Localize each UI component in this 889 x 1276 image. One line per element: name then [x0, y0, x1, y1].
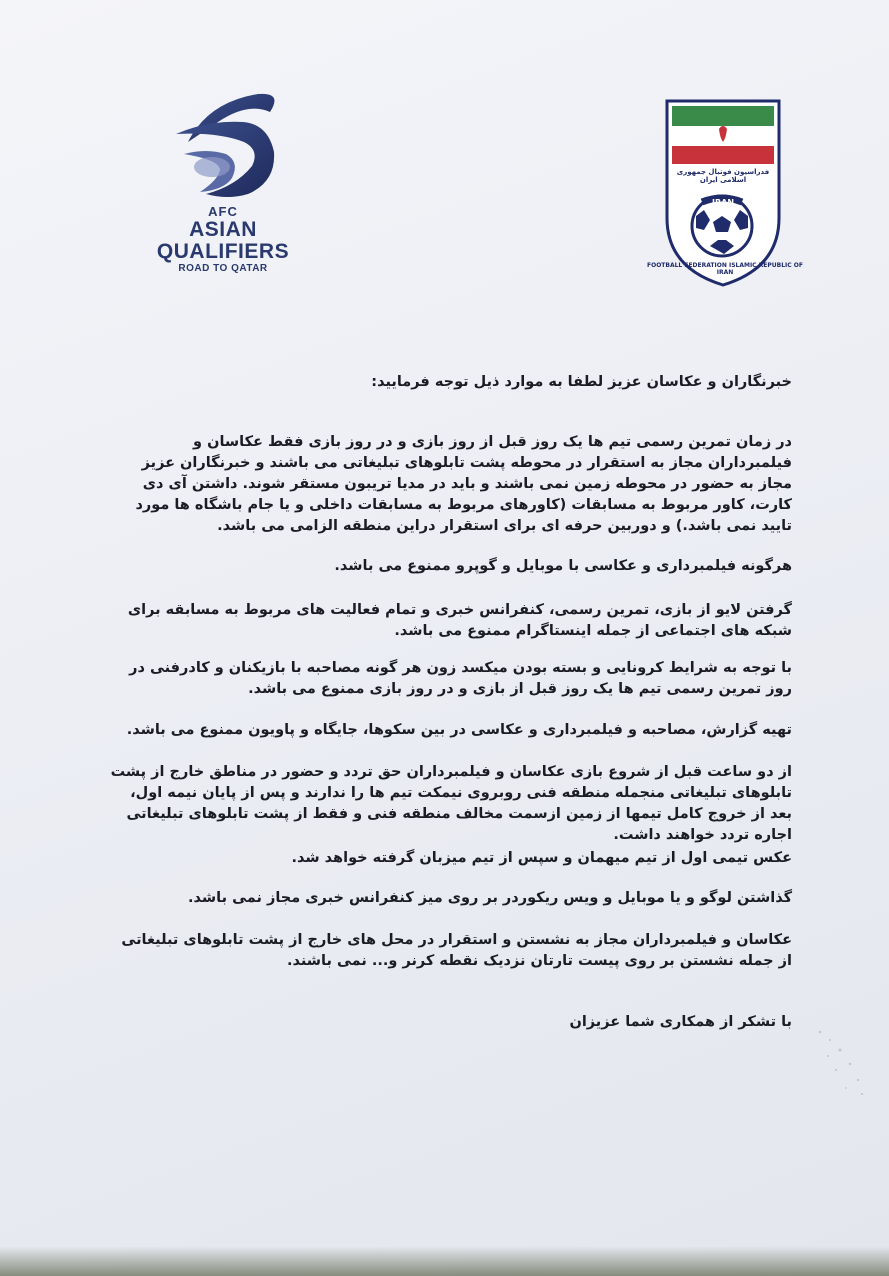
letter-paragraph-9: عکاسان و فیلمبرداران مجاز به نشستن و استقرار در محل های خارج از پشت تابلوهای تبلیغاتی از جمله نشستن بر روی پیست تارتان نزدیک نقطه کرنر و... نمی باشند.	[121, 932, 792, 969]
letter-paragraph-4: با توجه به شرایط کرونایی و بسته بودن میکسد زون هر گونه مصاحبه با بازیکنان و کادرفنی در روز تمرین رسمی تیم ها یک روز قبل از بازی و در روز بازی ممنوع می باشد.	[129, 660, 792, 697]
letter-greeting: خبرنگاران و عکاسان عزیز لطفا به موارد ذیل توجه فرمایید:	[371, 374, 792, 390]
ffiri-persian-label: فدراسیون فوتبال جمهوری اسلامی ایران	[676, 168, 770, 184]
letter-paragraph-1: در زمان تمرین رسمی تیم ها یک روز قبل از روز بازی و در روز بازی فقط عکاسان و فیلمبرداران مجاز به استقرار در محوطه پشت تابلوهای تبلیغاتی می باشند و خبرنگاران عزیز مجاز به حضور در محوطه زمین نمی باشند و باید در مدیا تریبون مستقر شوند. داشتن آی دی کارت، کاور مربوط به مسابقات (کاورهای مربوط به مسابقات داخلی و یا جام باشگاه ها مورد تایید نمی باشد.) و دوربین حرفه ای برای استقرار دراین منطقه الزامی می باشد.	[135, 434, 792, 534]
letter-paragraph-5: تهیه گزارش، مصاحبه و فیلمبرداری و عکاسی در بین سکوها، جایگاه و پاویون ممنوع می باشد.	[126, 722, 792, 738]
letter-closing: با تشکر از همکاری شما عزیزان	[569, 1014, 792, 1030]
letter-paragraph-7: عکس تیمی اول از تیم میهمان و سپس از تیم میزبان گرفته خواهد شد.	[291, 850, 792, 866]
afc-logo-line2: ASIAN	[189, 218, 257, 241]
paper-edge-shadow	[0, 1246, 889, 1276]
letter-paragraph-2: هرگونه فیلمبرداری و عکاسی با موبایل و گوپرو ممنوع می باشد.	[334, 558, 792, 574]
ffiri-emblem-icon	[664, 98, 782, 288]
ffiri-ball-label: IRAN	[711, 198, 735, 207]
afc-logo-line1: AFC	[208, 204, 238, 219]
afc-logo-line3: QUALIFIERS	[156, 240, 290, 263]
letter-paragraph-6: از دو ساعت قبل از شروع بازی عکاسان و فیلمبرداران حق تردد و حضور در مناطق خارج از پشت تابلوهای تبلیغاتی منجمله منطقه فنی روبروی نیمکت تیم ها را ندارند و پس از پایان نیمه اول، بعد از خروج کامل تیمها از زمین ازسمت مخالف منطقه فنی و فقط از پشت تابلوهای تبلیغاتی اجاره تردد خواهند داشت.	[110, 764, 792, 843]
afc-logo-line4: ROAD TO QATAR	[178, 263, 268, 274]
letter-paragraph-8: گذاشتن لوگو و یا موبایل و ویس ریکوردر بر روی میز کنفرانس خبری مجاز نمی باشد.	[188, 890, 792, 906]
letter-paragraph-3: گرفتن لایو از بازی، تمرین رسمی، کنفرانس خبری و تمام فعالیت های مربوط به مسابقه برای شبکه های اجتماعی از جمله اینستاگرام ممنوع می باشد.	[127, 602, 792, 639]
ffiri-arc-label: FOOTBALL FEDERATION ISLAMIC REPUBLIC OF IRAN	[647, 262, 803, 276]
paper-smudge	[800, 1020, 870, 1100]
